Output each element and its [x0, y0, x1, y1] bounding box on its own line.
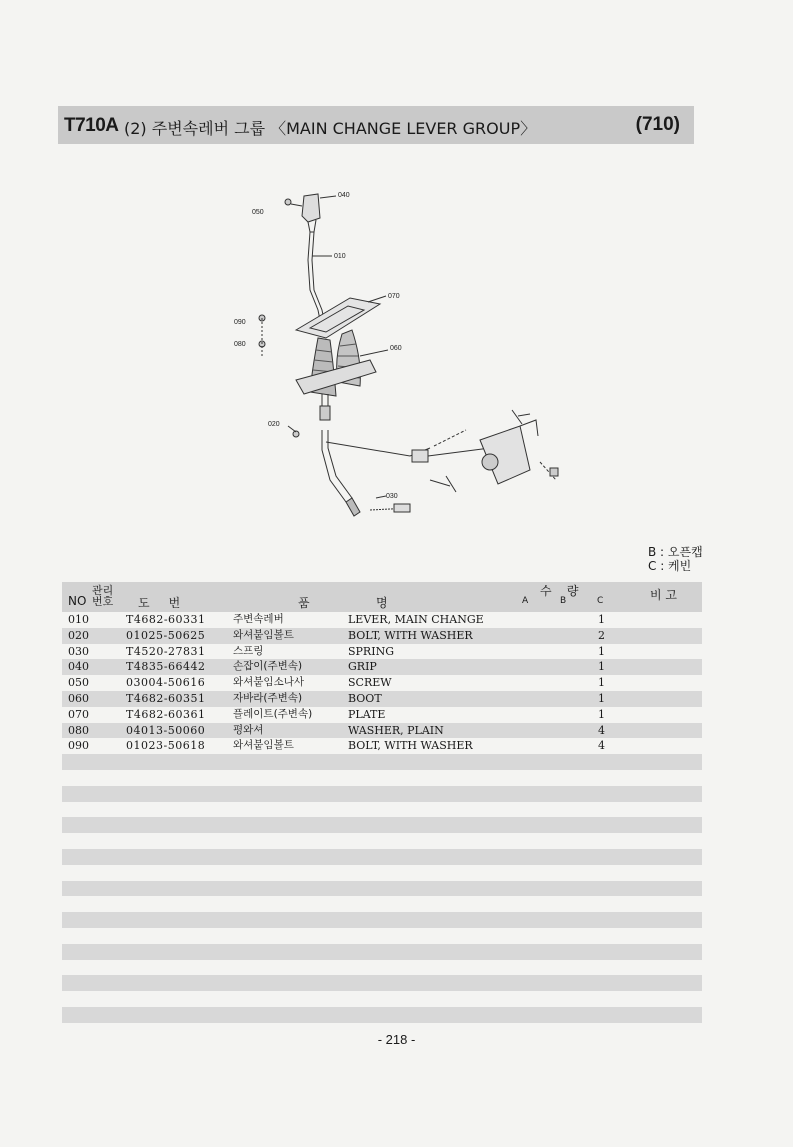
- part-number: T4835-66442: [126, 660, 206, 674]
- item-no: 070: [68, 707, 89, 721]
- table-row: [62, 817, 702, 833]
- header-remarks: 비 고: [650, 588, 677, 602]
- table-row: [62, 802, 702, 818]
- cab-legend: [648, 545, 703, 573]
- quantity-c: 4: [598, 739, 605, 753]
- callout-070: 070: [388, 293, 400, 300]
- quantity-c: 1: [598, 691, 605, 705]
- header-qty-b: B: [560, 596, 567, 606]
- item-no: 050: [68, 676, 89, 690]
- english-name: BOLT, WITH WASHER: [348, 628, 473, 642]
- table-row: [62, 770, 702, 786]
- model-code: T710A: [64, 115, 119, 136]
- table-row: [62, 612, 702, 628]
- legend-b: B : 오픈캡: [648, 545, 703, 559]
- table-body: [62, 612, 702, 1023]
- table-row: [62, 849, 702, 865]
- lever-assembly-drawing: [200, 180, 600, 550]
- table-row: [62, 644, 702, 660]
- table-row: [62, 881, 702, 897]
- table-row: [62, 659, 702, 675]
- quantity-c: 4: [598, 723, 605, 737]
- item-no: 060: [68, 691, 89, 705]
- header-name-2: 명: [376, 596, 388, 610]
- table-row: [62, 944, 702, 960]
- callout-040: 040: [338, 192, 350, 199]
- item-no: 040: [68, 660, 89, 674]
- table-row: [62, 786, 702, 802]
- part-number: T4682-60361: [126, 707, 206, 721]
- english-name: SPRING: [348, 644, 394, 658]
- english-name: PLATE: [348, 707, 386, 721]
- quantity-c: 1: [598, 644, 605, 658]
- korean-name: 와셔붙임소나사: [233, 676, 305, 689]
- korean-name: 자바라(주변속): [233, 691, 303, 704]
- table-row: [62, 865, 702, 881]
- korean-name: 주변속레버: [233, 613, 284, 625]
- callout-090: 090: [234, 319, 246, 326]
- callout-050: 050: [252, 209, 264, 216]
- item-no: 080: [68, 723, 89, 737]
- quantity-c: 1: [598, 676, 605, 690]
- header-mgmt: [92, 585, 113, 607]
- item-no: 020: [68, 628, 89, 642]
- english-name: BOLT, WITH WASHER: [348, 739, 473, 753]
- quantity-c: 1: [598, 660, 605, 674]
- header-drawing-no: 도 번: [138, 596, 181, 610]
- korean-name: 손잡이(주변속): [233, 660, 303, 673]
- part-number: 04013-50060: [126, 723, 206, 737]
- part-number: T4520-27831: [126, 644, 206, 658]
- english-name: SCREW: [348, 676, 392, 690]
- quantity-c: 1: [598, 613, 605, 626]
- table-row: [62, 991, 702, 1007]
- header-mgmt-line1: 관리: [92, 584, 114, 597]
- table-row: [62, 1007, 702, 1023]
- header-qty-c: C: [597, 596, 604, 606]
- table-row: [62, 628, 702, 644]
- table-row: [62, 707, 702, 723]
- english-name: BOOT: [348, 691, 382, 705]
- table-row: [62, 691, 702, 707]
- korean-name: 와셔붙임볼트: [233, 739, 294, 752]
- part-number: 01023-50618: [126, 739, 206, 753]
- exploded-parts-diagram: [200, 180, 600, 550]
- group-title: (2) 주변속레버 그룹 〈MAIN CHANGE LEVER GROUP〉: [124, 119, 537, 138]
- quantity-c: 1: [598, 707, 605, 721]
- part-number: T4682-60331: [126, 613, 206, 626]
- page-number: - 218 -: [377, 1032, 416, 1047]
- table-row: [62, 754, 702, 770]
- table-header: [62, 582, 702, 612]
- english-name: LEVER, MAIN CHANGE: [348, 613, 484, 626]
- korean-name: 플레이트(주변속): [233, 707, 313, 720]
- callout-060: 060: [390, 345, 402, 352]
- header-qty: 수 량: [540, 584, 579, 598]
- item-no: 030: [68, 644, 89, 658]
- item-no: 090: [68, 739, 89, 753]
- part-number: T4682-60351: [126, 691, 206, 705]
- table-row: [62, 928, 702, 944]
- english-name: GRIP: [348, 660, 377, 674]
- callout-020: 020: [268, 421, 280, 428]
- table-row: [62, 738, 702, 754]
- item-no: 010: [68, 613, 89, 626]
- part-number: 03004-50616: [126, 676, 206, 690]
- section-banner: [58, 106, 694, 144]
- table-row: [62, 896, 702, 912]
- table-row: [62, 975, 702, 991]
- header-name-1: 품: [298, 596, 310, 610]
- parts-table: [62, 582, 702, 1023]
- group-code: (710): [635, 114, 680, 135]
- table-row: [62, 912, 702, 928]
- table-row: [62, 960, 702, 976]
- part-number: 01025-50625: [126, 628, 206, 642]
- header-no: NO: [68, 594, 87, 608]
- table-row: [62, 723, 702, 739]
- korean-name: 평와셔: [233, 723, 264, 736]
- header-mgmt-line2: 번호: [92, 595, 114, 608]
- korean-name: 와셔붙임볼트: [233, 628, 294, 641]
- callout-010: 010: [334, 253, 346, 260]
- quantity-c: 2: [598, 628, 605, 642]
- callout-030: 030: [386, 493, 398, 500]
- legend-c: C : 케빈: [648, 559, 692, 573]
- korean-name: 스프링: [233, 644, 264, 657]
- header-qty-a: A: [522, 596, 529, 606]
- callout-080: 080: [234, 341, 246, 348]
- english-name: WASHER, PLAIN: [348, 723, 444, 737]
- table-row: [62, 833, 702, 849]
- table-row: [62, 675, 702, 691]
